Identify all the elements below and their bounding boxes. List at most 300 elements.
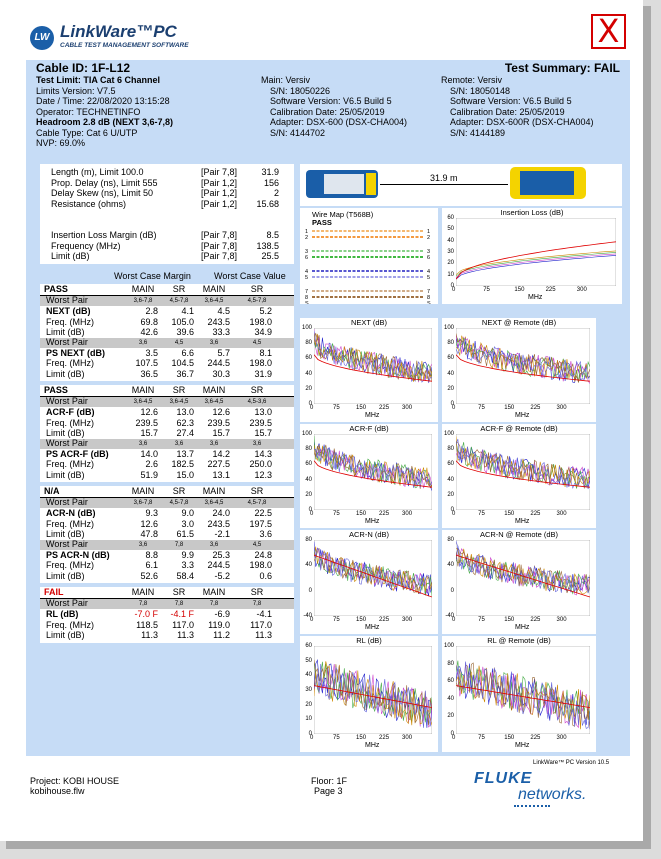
result-value: 104.5 <box>171 358 194 368</box>
page-number: Page 3 <box>314 786 343 796</box>
chart-8 <box>442 636 596 752</box>
column-header: SR <box>250 486 264 496</box>
result-label: Limit (dB) <box>46 469 85 480</box>
result-label: Freq. (MHz) <box>46 459 94 469</box>
result-label: Limit (dB) <box>46 368 85 379</box>
column-header: SR <box>172 284 186 294</box>
x-tick-label: 75 <box>333 735 340 741</box>
worst-pair-label: Worst Pair <box>46 336 88 347</box>
result-value: 2.6 <box>145 459 158 469</box>
y-tick-label: 0 <box>308 401 312 407</box>
y-tick-label: 30 <box>447 249 454 255</box>
worst-pair-value: 4,5-3,6 <box>247 399 267 405</box>
result-value: 13.7 <box>176 448 194 459</box>
result-label: Freq. (MHz) <box>46 518 94 529</box>
result-value: 239.5 <box>207 417 230 428</box>
column-header: SR <box>172 587 186 597</box>
x-axis-label: MHz <box>515 742 530 749</box>
result-value: 244.5 <box>207 358 230 368</box>
chart-title: Insertion Loss (dB) <box>500 208 564 217</box>
result-value: 12.6 <box>140 407 158 417</box>
result-value: -2.1 <box>214 529 230 539</box>
column-header: MAIN <box>131 486 155 496</box>
chart-plot-area <box>314 540 432 616</box>
y-tick-label: 40 <box>305 476 312 483</box>
remote-info-line: Software Version: V6.5 Build 5 <box>450 96 572 106</box>
test-summary: Test Summary: FAIL <box>504 61 620 75</box>
result-value: 27.4 <box>176 428 194 438</box>
x-tick-label: 225 <box>530 511 541 517</box>
chart-title: RL (dB) <box>356 636 382 645</box>
remote-info-line: Remote: Versiv <box>441 75 503 85</box>
chart-3 <box>300 424 438 528</box>
result-label: Freq. (MHz) <box>46 358 94 368</box>
result-value: 58.4 <box>176 570 194 581</box>
pin-label-right: 8 <box>427 295 431 301</box>
column-header: SR <box>172 486 186 496</box>
test-info-line: Date / Time: 22/08/2020 13:15:28 <box>36 96 170 106</box>
chart-plot-area <box>456 328 590 404</box>
measurement-label: Length (m), Limit 100.0 <box>51 167 144 177</box>
project-name: Project: KOBI HOUSE <box>30 776 120 786</box>
logo-subtitle: CABLE TEST MANAGEMENT SOFTWARE <box>60 42 189 49</box>
worst-pair-value: 7,8 <box>174 541 184 548</box>
pin-label-right: 7 <box>427 289 431 295</box>
x-tick-label: 75 <box>333 617 340 623</box>
x-axis-label: MHz <box>365 624 380 631</box>
measurement-label: Insertion Loss Margin (dB) <box>51 230 157 240</box>
x-tick-label: 300 <box>576 287 587 293</box>
worst-pair-value: 7,8 <box>138 601 148 607</box>
x-tick-label: 225 <box>530 735 541 741</box>
result-value: 197.5 <box>249 518 272 529</box>
column-header: MAIN <box>131 587 155 597</box>
measurement-value: 31.9 <box>261 167 279 177</box>
x-axis-label: MHz <box>365 518 380 525</box>
x-tick-label: 225 <box>545 287 556 293</box>
chart-title: ACR-N (dB) <box>348 530 389 539</box>
worst-pair-value: 3,6-4,5 <box>204 399 224 405</box>
x-tick-label: 75 <box>478 511 485 517</box>
x-tick-label: 225 <box>530 617 541 623</box>
y-tick-label: 40 <box>447 476 454 483</box>
y-tick-label: 20 <box>447 260 454 267</box>
x-tick-label: 300 <box>402 511 413 517</box>
result-value: 61.5 <box>176 529 194 539</box>
result-value: 14.3 <box>254 448 272 459</box>
y-tick-label: 0 <box>450 401 454 407</box>
x-tick-label: 300 <box>556 617 567 623</box>
measurement-value: 15.68 <box>256 198 279 209</box>
x-tick-label: 150 <box>504 405 515 411</box>
x-tick-label: 225 <box>379 617 390 623</box>
result-value: 69.8 <box>140 316 158 327</box>
cable-id: Cable ID: 1F-L12 <box>36 61 131 75</box>
x-tick-label: 0 <box>310 735 314 741</box>
result-value: 3.3 <box>181 560 194 570</box>
y-tick-label: 100 <box>443 431 454 437</box>
result-label: Limit (dB) <box>46 327 85 337</box>
result-value: 105.0 <box>171 316 194 327</box>
x-axis-label: MHz <box>515 412 530 419</box>
chart-title: ACR-N @ Remote (dB) <box>479 530 559 539</box>
logo-title: LinkWare™PC <box>60 22 177 41</box>
measurement-value: 2 <box>273 188 279 198</box>
y-tick-label: 20 <box>447 385 454 392</box>
pin-label-left: 5 <box>305 275 309 281</box>
column-header: MAIN <box>131 284 155 294</box>
result-value: 15.7 <box>140 428 158 438</box>
worst-pair-label: Worst Pair <box>46 295 88 305</box>
result-value: -7.0 F <box>134 609 158 619</box>
y-tick-label: 40 <box>305 562 312 569</box>
chart-title: RL @ Remote (dB) <box>487 636 551 645</box>
pin-label-right: 3 <box>427 249 431 255</box>
x-tick-label: 300 <box>402 735 413 741</box>
x-tick-label: 225 <box>379 405 390 411</box>
y-tick-label: -40 <box>303 613 312 619</box>
measurement-pair: [Pair 7,8] <box>201 230 238 240</box>
result-value: 107.5 <box>135 358 158 368</box>
result-value: 31.9 <box>254 368 272 379</box>
result-value: 36.7 <box>176 368 194 379</box>
measurement-label: Prop. Delay (ns), Limit 555 <box>51 177 158 188</box>
main-info-line: Adapter: DSX-600 (DSX-CHA004) <box>270 117 408 127</box>
result-value: -6.9 <box>214 609 230 619</box>
x-tick-label: 300 <box>402 617 413 623</box>
result-value: 13.0 <box>176 407 194 417</box>
result-label: Freq. (MHz) <box>46 316 94 327</box>
measurement-label: Limit (dB) <box>51 251 90 261</box>
y-tick-label: 80 <box>447 537 454 543</box>
result-value: 0.6 <box>259 570 272 581</box>
y-tick-label: 80 <box>305 446 312 453</box>
main-unit-info <box>261 75 407 138</box>
measurement-value: 25.5 <box>261 251 279 261</box>
y-tick-label: 0 <box>450 731 454 737</box>
worst-pair-label: Worst Pair <box>46 396 88 406</box>
section-status: PASS <box>44 284 68 294</box>
x-axis-label: MHz <box>515 624 530 631</box>
column-header: MAIN <box>202 486 226 496</box>
column-header: SR <box>250 385 264 395</box>
result-value: 6.1 <box>145 560 158 570</box>
x-tick-label: 150 <box>514 287 525 293</box>
pin-label-left: 6 <box>305 255 309 261</box>
test-info-line: Operator: TECHNETINFO <box>36 106 141 117</box>
x-tick-label: 75 <box>333 405 340 411</box>
worst-pair-value: 4,5-7,8 <box>169 298 189 304</box>
test-info-line: Test Limit: TIA Cat 6 Channel <box>36 75 161 85</box>
result-value: 4.5 <box>217 306 230 316</box>
chart-plot-area <box>456 540 590 616</box>
column-header: MAIN <box>202 385 226 395</box>
x-tick-label: 0 <box>452 287 456 293</box>
measurement-value: 8.5 <box>266 230 279 240</box>
worst-pair-value: 3,6-4,5 <box>204 500 224 506</box>
x-tick-label: 300 <box>556 735 567 741</box>
x-tick-label: 0 <box>452 511 456 517</box>
result-value: 30.3 <box>212 368 230 379</box>
result-value: 15.7 <box>212 428 230 438</box>
fail-x-icon: X <box>591 14 626 49</box>
shield-label-left: S <box>305 301 309 304</box>
x-tick-label: 300 <box>556 405 567 411</box>
remote-info-line: Calibration Date: 25/05/2019 <box>450 106 565 117</box>
x-tick-label: 150 <box>356 405 367 411</box>
worst-pair-value: 7,8 <box>209 601 219 607</box>
measurement-label: Resistance (ohms) <box>51 198 127 209</box>
result-value: 3.0 <box>181 518 194 529</box>
result-label: ACR-F (dB) <box>46 407 95 417</box>
worst-case-value-header: Worst Case Value <box>214 271 286 281</box>
x-axis-label: MHz <box>365 742 380 749</box>
result-value: 14.2 <box>212 448 230 459</box>
y-tick-label: 10 <box>447 271 454 278</box>
measurement-label: Delay Skew (ns), Limit 50 <box>51 188 154 198</box>
chart-5 <box>300 530 438 634</box>
result-value: 182.5 <box>171 459 194 469</box>
test-info <box>36 75 173 149</box>
x-tick-label: 225 <box>379 511 390 517</box>
result-value: 239.5 <box>135 417 158 428</box>
y-tick-label: 20 <box>447 491 454 498</box>
result-value: 22.5 <box>254 508 272 518</box>
remote-info-line: S/N: 18050148 <box>450 85 511 96</box>
result-label: PS ACR-F (dB) <box>46 448 109 459</box>
result-value: -4.1 <box>256 609 272 619</box>
chart-title: NEXT (dB) <box>350 318 388 327</box>
y-tick-label: 0 <box>308 507 312 513</box>
main-info-line: Main: Versiv <box>261 75 311 85</box>
chart-0 <box>442 208 622 304</box>
chart-plot-area <box>456 218 616 286</box>
result-value: -5.2 <box>214 570 230 581</box>
result-value: 3.6 <box>259 529 272 539</box>
remote-info-line: Adapter: DSX-600R (DSX-CHA004) <box>450 117 594 127</box>
x-tick-label: 150 <box>504 511 515 517</box>
y-tick-label: 0 <box>308 587 312 594</box>
chart-7 <box>300 636 438 752</box>
pin-label-left: 1 <box>305 229 309 235</box>
worst-pair-value: 4,5 <box>252 541 262 548</box>
y-tick-label: 50 <box>447 226 454 233</box>
pin-label-left: 8 <box>305 295 309 301</box>
measurement-pair: [Pair 7,8] <box>201 240 238 251</box>
y-tick-label: 80 <box>305 537 312 543</box>
section-status: FAIL <box>44 587 64 597</box>
software-version: LinkWare™ PC Version 10.5 <box>533 760 610 766</box>
y-tick-label: 20 <box>305 491 312 498</box>
result-label: PS NEXT (dB) <box>46 347 106 358</box>
result-label: Limit (dB) <box>46 529 85 539</box>
y-tick-label: 60 <box>305 643 312 649</box>
result-value: 39.6 <box>176 327 194 337</box>
result-value: 42.6 <box>140 327 158 337</box>
x-tick-label: 0 <box>310 511 314 517</box>
x-tick-label: 150 <box>356 511 367 517</box>
y-tick-label: 60 <box>447 215 454 221</box>
column-header: SR <box>172 385 186 395</box>
result-value: 198.0 <box>249 560 272 570</box>
y-tick-label: 20 <box>305 701 312 708</box>
y-tick-label: 60 <box>447 461 454 468</box>
worst-pair-value: 7,8 <box>174 601 184 607</box>
worst-pair-value: 3,6 <box>209 440 219 447</box>
worst-pair-value: 4,5 <box>174 339 184 346</box>
measurement-pair: [Pair 7,8] <box>201 251 238 261</box>
worst-pair-value: 3,6 <box>138 440 148 447</box>
fluke-networks-logo: FLUKE networks. <box>470 770 620 810</box>
worst-pair-value: 3,6 <box>252 440 262 447</box>
y-tick-label: 80 <box>305 340 312 347</box>
worst-pair-label: Worst Pair <box>46 538 88 549</box>
chart-title: NEXT @ Remote (dB) <box>481 318 557 327</box>
section-status: N/A <box>44 486 60 496</box>
worst-pair-value: 4,5-7,8 <box>247 500 267 506</box>
x-tick-label: 75 <box>478 405 485 411</box>
result-value: 62.3 <box>176 417 194 428</box>
y-tick-label: 0 <box>308 731 312 737</box>
pin-label-left: 2 <box>305 235 309 241</box>
worst-pair-value: 4,5 <box>252 339 262 346</box>
y-tick-label: 40 <box>447 695 454 702</box>
y-tick-label: 0 <box>450 507 454 513</box>
result-value: 117.0 <box>250 619 272 630</box>
measurement-value: 156 <box>263 177 279 188</box>
x-tick-label: 75 <box>483 287 490 293</box>
test-info-line: Cable Type: Cat 6 U/UTP <box>36 127 138 138</box>
results-panel <box>26 150 630 756</box>
pin-label-left: 4 <box>305 269 309 275</box>
y-tick-label: 60 <box>447 678 454 685</box>
result-label: Limit (dB) <box>46 570 85 581</box>
result-value: 9.0 <box>181 508 194 518</box>
result-value: 24.0 <box>212 508 230 518</box>
y-tick-label: 100 <box>301 325 312 331</box>
x-tick-label: 0 <box>310 617 314 623</box>
x-tick-label: 75 <box>333 511 340 517</box>
result-value: 14.0 <box>140 448 158 459</box>
result-value: 198.0 <box>249 358 272 368</box>
result-value: 24.8 <box>254 549 272 560</box>
x-axis-label: MHz <box>365 412 380 419</box>
column-header: SR <box>250 284 264 294</box>
result-value: 11.3 <box>255 630 272 640</box>
result-value: 11.3 <box>141 630 158 640</box>
result-value: 47.8 <box>140 529 158 539</box>
x-tick-label: 75 <box>478 735 485 741</box>
main-info-line: S/N: 18050226 <box>270 85 331 96</box>
measurement-value: 138.5 <box>256 240 279 251</box>
y-tick-label: 30 <box>305 687 312 693</box>
result-label: PS ACR-N (dB) <box>46 549 110 560</box>
chart-plot-area <box>314 646 432 734</box>
column-header: MAIN <box>202 587 226 597</box>
result-value: 118.5 <box>136 619 158 630</box>
result-value: 5.7 <box>217 347 230 358</box>
measurement-pair: [Pair 1,2] <box>201 198 238 209</box>
result-value: 243.5 <box>207 316 230 327</box>
result-label: Limit (dB) <box>46 428 85 438</box>
result-label: Limit (dB) <box>46 630 85 640</box>
worst-pair-value: 3,6-4,5 <box>133 399 153 405</box>
y-tick-label: 80 <box>447 660 454 667</box>
pin-label-right: 1 <box>427 229 431 235</box>
y-tick-label: 40 <box>305 370 312 377</box>
result-label: ACR-N (dB) <box>46 508 96 518</box>
worst-pair-value: 4,5-7,8 <box>247 298 267 304</box>
remote-unit-info <box>441 75 594 138</box>
y-tick-label: -40 <box>445 613 454 619</box>
chart-plot-area <box>314 328 432 404</box>
worst-pair-label: Worst Pair <box>46 437 88 448</box>
wire-map-status: PASS <box>312 218 332 227</box>
pin-label-right: 4 <box>427 269 431 275</box>
y-tick-label: 40 <box>305 672 312 679</box>
y-tick-label: 100 <box>443 643 454 649</box>
result-value: -4.1 F <box>170 609 194 619</box>
result-value: 15.7 <box>254 428 272 438</box>
result-value: 8.1 <box>259 347 272 358</box>
result-value: 12.6 <box>140 518 158 529</box>
y-tick-label: 10 <box>305 716 312 723</box>
result-value: 11.3 <box>177 630 194 640</box>
worst-pair-value: 3,6 <box>174 440 184 447</box>
result-value: 2.8 <box>145 306 158 316</box>
x-tick-label: 150 <box>504 617 515 623</box>
result-value: 13.0 <box>254 407 272 417</box>
pin-label-left: 7 <box>305 289 309 295</box>
measurement-label: Frequency (MHz) <box>51 240 121 251</box>
x-tick-label: 0 <box>452 405 456 411</box>
result-value: 227.5 <box>207 459 230 469</box>
chart-4 <box>442 424 596 528</box>
worst-pair-value: 3,6 <box>209 339 219 346</box>
result-value: 25.3 <box>212 549 230 560</box>
result-value: 117.0 <box>172 619 194 630</box>
test-info-line: Headroom 2.8 dB (NEXT 3,6-7,8) <box>36 117 174 127</box>
y-tick-label: 100 <box>301 431 312 437</box>
y-tick-label: 60 <box>305 461 312 468</box>
y-tick-label: 40 <box>447 370 454 377</box>
worst-pair-value: 3,6 <box>209 541 219 548</box>
x-tick-label: 75 <box>478 617 485 623</box>
result-value: 12.3 <box>254 469 272 480</box>
section-status: PASS <box>44 385 68 395</box>
x-tick-label: 0 <box>310 405 314 411</box>
result-value: 52.6 <box>140 570 158 581</box>
result-value: 13.1 <box>212 469 230 480</box>
result-value: 243.5 <box>207 518 230 529</box>
result-value: 36.5 <box>140 368 158 379</box>
measurement-pair: [Pair 1,2] <box>201 188 238 198</box>
y-tick-label: 100 <box>443 325 454 331</box>
x-tick-label: 0 <box>452 735 456 741</box>
chart-plot-area <box>314 434 432 510</box>
result-value: 11.2 <box>213 630 230 640</box>
y-tick-label: 40 <box>447 562 454 569</box>
result-value: 198.0 <box>249 316 272 327</box>
pin-label-right: 6 <box>427 255 431 261</box>
result-value: 239.5 <box>249 417 272 428</box>
worst-pair-label: Worst Pair <box>46 598 88 608</box>
worst-case-margin-header: Worst Case Margin <box>114 271 191 281</box>
lw-badge-icon: LW <box>30 26 54 50</box>
remote-info-line: S/N: 4144189 <box>450 127 506 138</box>
y-tick-label: 0 <box>450 283 454 289</box>
x-tick-label: 300 <box>556 511 567 517</box>
